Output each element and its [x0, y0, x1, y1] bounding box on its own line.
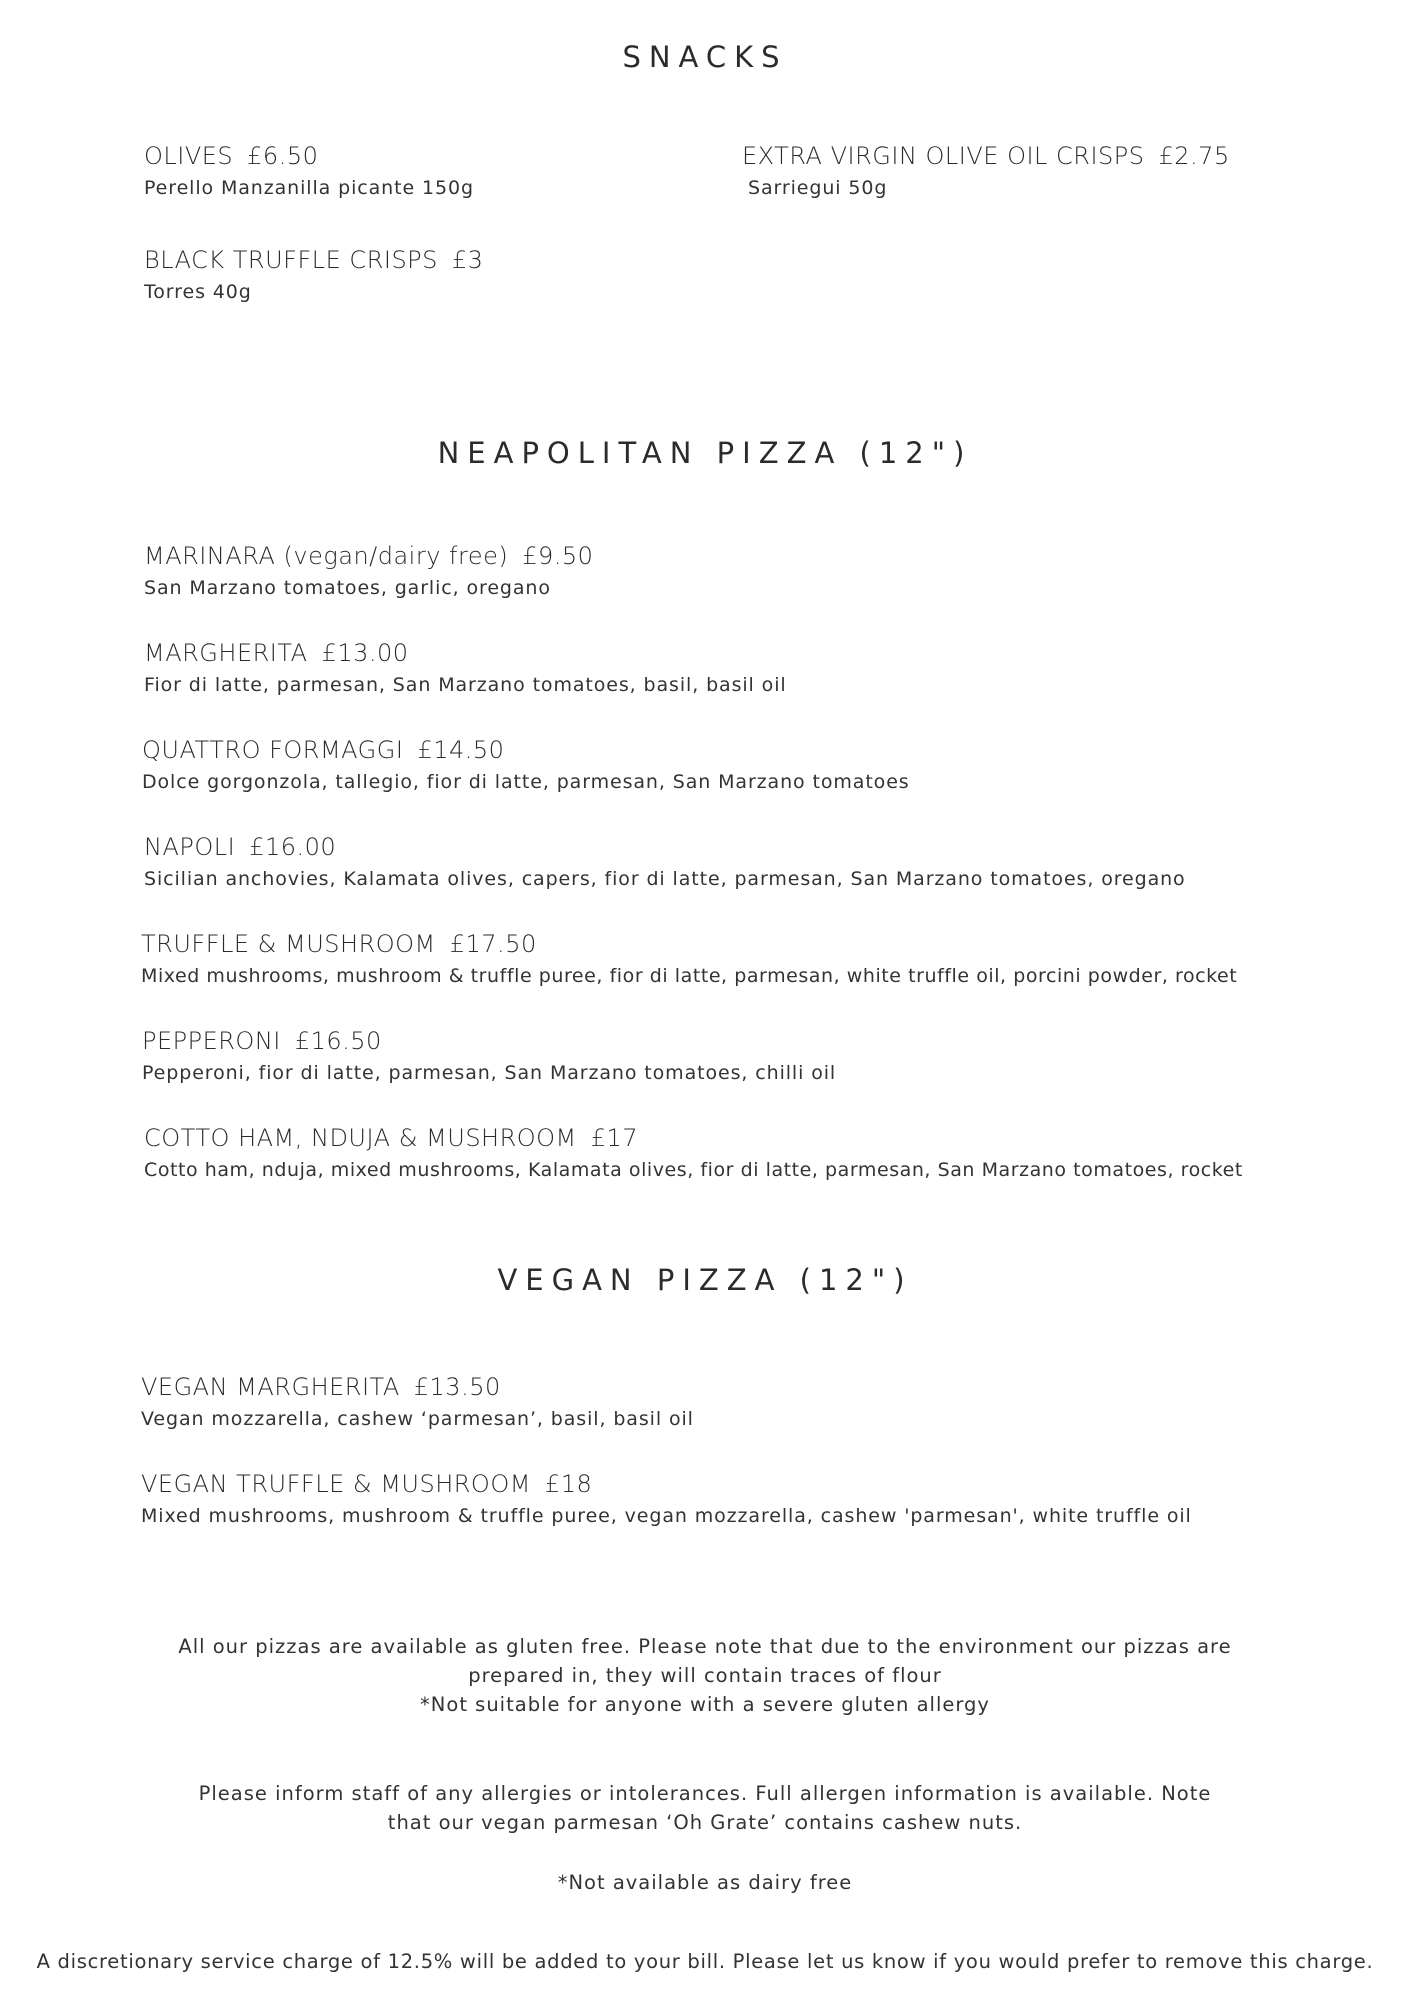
- item-price: £3: [451, 246, 484, 274]
- item-price: £16.50: [294, 1027, 382, 1055]
- menu-item-black-truffle-crisps: [144, 245, 483, 305]
- item-name: OLIVES: [144, 142, 234, 170]
- note-line: All our pizzas are available as gluten free. Please note that due to the environment our pizzas are: [178, 1635, 1232, 1658]
- menu-item-olives: [144, 141, 474, 201]
- gluten-free-note: [0, 1632, 1410, 1719]
- service-charge-note: [0, 1947, 1410, 1976]
- menu-item-pepperoni: [142, 1026, 836, 1086]
- item-description: Sarriegui 50g: [748, 177, 888, 199]
- item-price: £13.50: [413, 1373, 501, 1401]
- item-description: Dolce gorgonzola, tallegio, fior di latte, parmesan, San Marzano tomatoes: [142, 771, 910, 793]
- item-price: £18: [544, 1470, 593, 1498]
- note-line: *Not suitable for anyone with a severe gluten allergy: [420, 1693, 990, 1716]
- menu-item-marinara: [144, 541, 593, 601]
- menu-item-quattro-formaggi: [142, 735, 910, 795]
- item-price: £9.50: [522, 542, 594, 570]
- note-line: A discretionary service charge of 12.5% will be added to your bill. Please let us know if you would prefer to remove this charge.: [36, 1950, 1374, 1973]
- item-price: £17: [590, 1124, 639, 1152]
- menu-item-truffle-mushroom: [141, 929, 1237, 989]
- item-description: Mixed mushrooms, mushroom & truffle puree, fior di latte, parmesan, white truffle oil, porcini powder, rocket: [141, 965, 1238, 987]
- menu-item-vegan-margherita: [141, 1372, 694, 1432]
- item-price: £2.75: [1158, 142, 1230, 170]
- menu-item-cotto-ham-nduja-mushroom: [144, 1123, 1243, 1183]
- note-line: Please inform staff of any allergies or intolerances. Full allergen information is available. Note: [198, 1782, 1212, 1805]
- item-price: £13.00: [321, 639, 409, 667]
- item-description: Sicilian anchovies, Kalamata olives, capers, fior di latte, parmesan, San Marzano tomatoes, oregano: [144, 868, 1186, 890]
- menu-item-olive-oil-crisps: [742, 141, 1230, 201]
- item-name: BLACK TRUFFLE CRISPS: [144, 246, 438, 274]
- item-name: VEGAN TRUFFLE & MUSHROOM: [141, 1470, 531, 1498]
- allergy-note: [0, 1779, 1410, 1837]
- menu-item-margherita: [144, 638, 787, 698]
- item-description: Vegan mozzarella, cashew ‘parmesan’, basil, basil oil: [141, 1408, 694, 1430]
- menu-item-napoli: [144, 832, 1186, 892]
- item-name: PEPPERONI: [142, 1027, 281, 1055]
- item-description: Fior di latte, parmesan, San Marzano tomatoes, basil, basil oil: [144, 674, 787, 696]
- item-name: TRUFFLE & MUSHROOM: [141, 930, 436, 958]
- dairy-free-note: [0, 1868, 1410, 1897]
- item-name: QUATTRO FORMAGGI: [142, 736, 404, 764]
- note-line: that our vegan parmesan ‘Oh Grate’ contains cashew nuts.: [387, 1811, 1023, 1834]
- item-price: £6.50: [247, 142, 319, 170]
- item-name: VEGAN MARGHERITA: [141, 1373, 400, 1401]
- item-name: EXTRA VIRGIN OLIVE OIL CRISPS: [742, 142, 1145, 170]
- item-name: MARINARA (vegan/dairy free): [144, 542, 509, 570]
- neapolitan-pizza-title: NEAPOLITAN PIZZA (12"): [437, 436, 973, 470]
- item-price: £17.50: [449, 930, 537, 958]
- item-description: Mixed mushrooms, mushroom & truffle puree, vegan mozzarella, cashew 'parmesan', white truffle oil: [141, 1505, 1192, 1527]
- item-description: Cotto ham, nduja, mixed mushrooms, Kalamata olives, fior di latte, parmesan, San Marzano tomatoes, rocket: [144, 1159, 1243, 1181]
- item-description: Torres 40g: [144, 281, 252, 303]
- vegan-pizza-title: VEGAN PIZZA (12"): [497, 1263, 913, 1297]
- snacks-title: SNACKS: [622, 40, 788, 74]
- item-description: San Marzano tomatoes, garlic, oregano: [144, 577, 551, 599]
- note-line: *Not available as dairy free: [557, 1871, 853, 1894]
- item-name: NAPOLI: [144, 833, 236, 861]
- menu-item-vegan-truffle-mushroom: [141, 1469, 1192, 1529]
- item-name: COTTO HAM, NDUJA & MUSHROOM: [144, 1124, 577, 1152]
- item-name: MARGHERITA: [144, 639, 308, 667]
- item-price: £14.50: [417, 736, 505, 764]
- item-description: Perello Manzanilla picante 150g: [144, 177, 474, 199]
- item-description: Pepperoni, fior di latte, parmesan, San Marzano tomatoes, chilli oil: [142, 1062, 837, 1084]
- item-price: £16.00: [249, 833, 337, 861]
- note-line: prepared in, they will contain traces of flour: [468, 1664, 942, 1687]
